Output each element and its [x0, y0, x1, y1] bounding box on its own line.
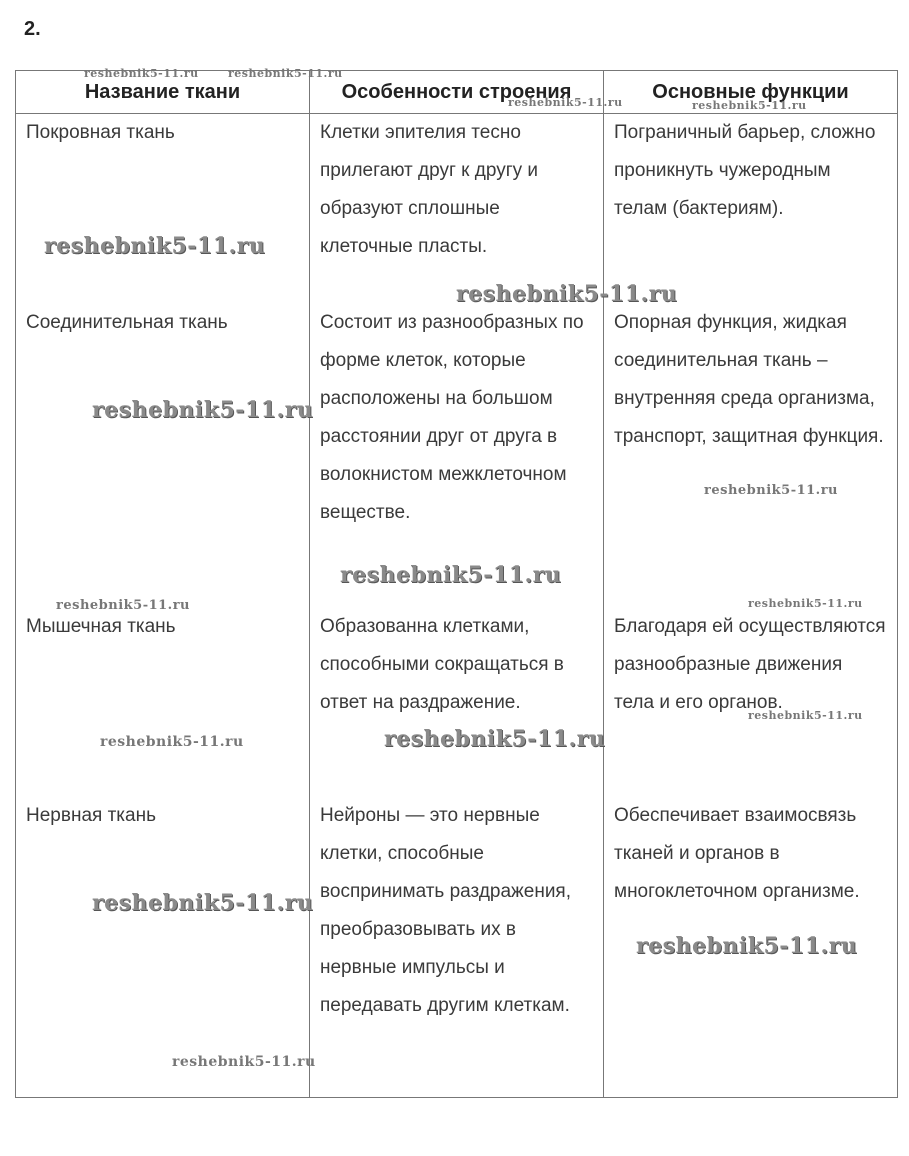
watermark: reshebnik5-11.ru — [92, 890, 314, 916]
watermark: reshebnik5-11.ru — [228, 67, 343, 80]
header-structure: Особенности строения — [310, 71, 604, 114]
header-functions: Основные функции — [604, 71, 898, 114]
watermark: reshebnik5-11.ru — [92, 397, 314, 423]
function-cell: Обеспечивает взаимосвязь тканей и органов в многоклеточном организме. — [604, 797, 898, 1098]
function-cell: Опорная функция, жидкая соединительная ткань – внутренняя среда организма, транспорт, защитная функция. — [604, 304, 898, 608]
watermark: reshebnik5-11.ru — [692, 99, 807, 112]
header-tissue-name: Название ткани — [16, 71, 310, 114]
watermark: reshebnik5-11.ru — [748, 709, 863, 722]
watermark: reshebnik5-11.ru — [172, 1054, 316, 1070]
watermark: reshebnik5-11.ru — [100, 734, 244, 750]
tissue-name-cell: Мышечная ткань — [16, 608, 310, 797]
function-cell: Благодаря ей осуществляются разнообразные движения тела и его органов. — [604, 608, 898, 797]
watermark: reshebnik5-11.ru — [340, 562, 562, 588]
structure-cell: Состоит из разнообразных по форме клеток, которые расположены на большом расстоянии друг от друга в волокнистом межклеточном веществе. — [310, 304, 604, 608]
table-row — [16, 114, 898, 305]
task-number: 2. — [24, 18, 41, 40]
watermark: reshebnik5-11.ru — [44, 233, 266, 259]
watermark: reshebnik5-11.ru — [456, 281, 678, 307]
tissue-name-cell: Соединительная ткань — [16, 304, 310, 608]
tissue-name-cell: Нервная ткань — [16, 797, 310, 1098]
watermark: reshebnik5-11.ru — [748, 597, 863, 610]
structure-cell: Клетки эпителия тесно прилегают друг к другу и образуют сплошные клеточные пласты. — [310, 114, 604, 305]
watermark: reshebnik5-11.ru — [636, 933, 858, 959]
watermark: reshebnik5-11.ru — [704, 483, 839, 498]
function-cell: Пограничный барьер, сложно проникнуть чужеродным телам (бактериям). — [604, 114, 898, 305]
watermark: reshebnik5-11.ru — [56, 598, 191, 613]
watermark: reshebnik5-11.ru — [84, 67, 199, 80]
tissue-name-cell: Покровная ткань — [16, 114, 310, 305]
structure-cell: Нейроны — это нервные клетки, способные воспринимать раздражения, преобразовывать их в нервные импульсы и передавать другим клеткам. — [310, 797, 604, 1098]
watermark: reshebnik5-11.ru — [508, 96, 623, 109]
watermark: reshebnik5-11.ru — [384, 726, 606, 752]
structure-cell: Образованна клетками, способными сокращаться в ответ на раздражение. — [310, 608, 604, 797]
table-row — [16, 608, 898, 797]
